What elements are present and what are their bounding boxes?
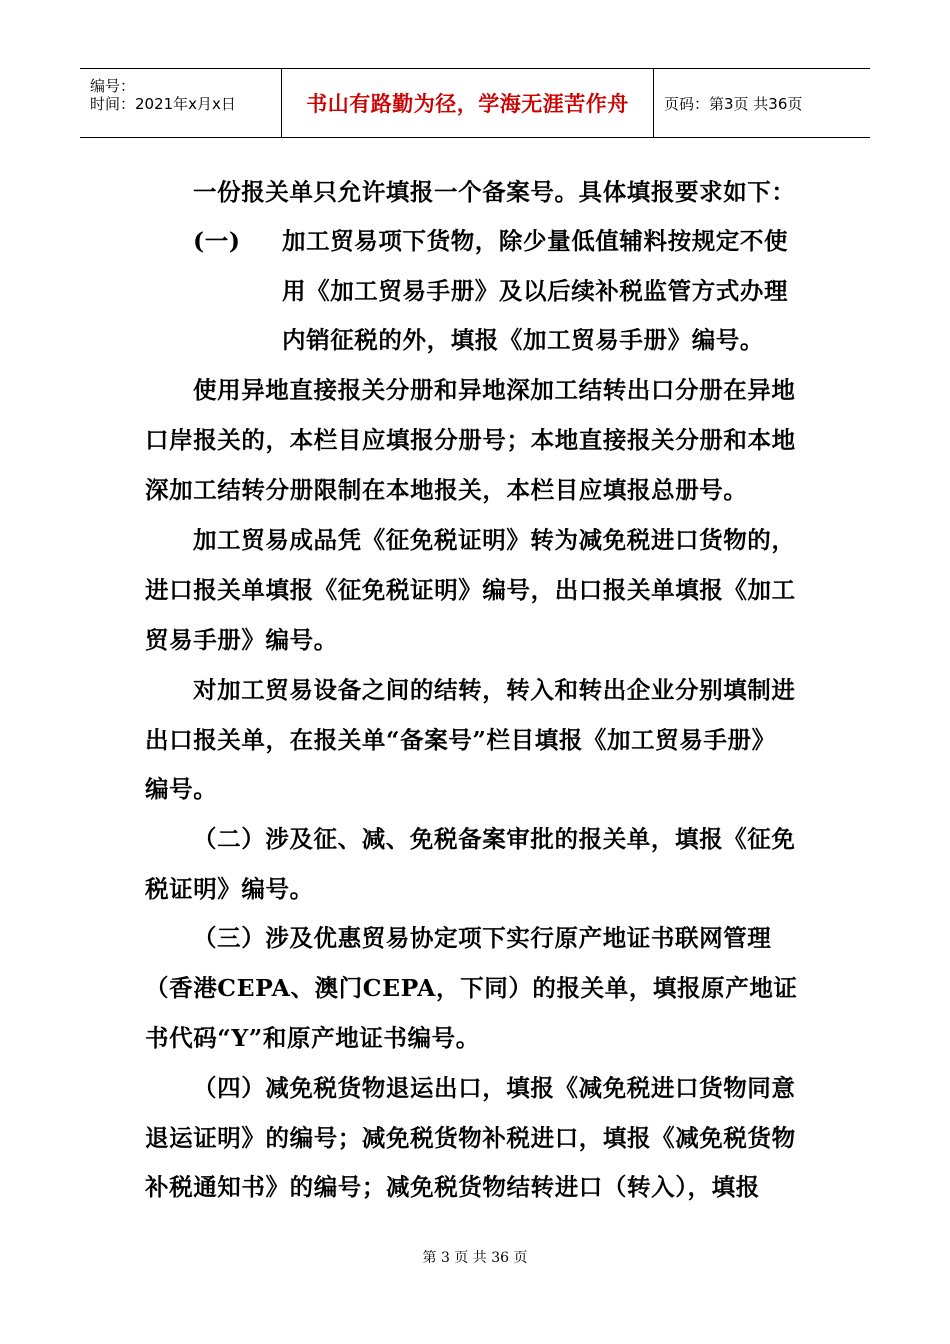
header-motto: 书山有路勤为径，学海无涯苦作舟 xyxy=(306,92,629,116)
body-line: 贸易手册》编号。 xyxy=(145,626,338,654)
page-footer: 第 3 页 共 36 页 xyxy=(422,1250,528,1266)
body-line: 深加工结转分册限制在本地报关，本栏目应填报总册号。 xyxy=(145,476,748,504)
header-motto-cell xyxy=(282,69,654,137)
doc-number-label: 编号： xyxy=(90,77,136,95)
list-marker: (一) xyxy=(193,227,241,255)
body-line: 书代码“Y”和原产地证书编号。 xyxy=(145,1024,480,1052)
body-line: （香港CEPA、澳门CEPA，下同）的报关单，填报原产地证 xyxy=(145,974,798,1002)
doc-date-label: 时间：2021年x月x日 xyxy=(90,95,236,113)
body-line: 编号。 xyxy=(145,775,218,803)
body-line: （四）减免税货物退运出口，填报《减免税进口货物同意 xyxy=(193,1074,796,1102)
body-line: 对加工贸易设备之间的结转，转入和转出企业分别填制进 xyxy=(193,676,796,704)
header-page-info-cell xyxy=(654,69,870,137)
body-line: 退运证明》的编号；减免税货物补税进口，填报《减免税货物 xyxy=(145,1124,796,1152)
body-line: 内销征税的外，填报《加工贸易手册》编号。 xyxy=(282,326,764,354)
body-line: 一份报关单只允许填报一个备案号。具体填报要求如下： xyxy=(193,178,796,206)
header-meta xyxy=(80,69,282,137)
body-line: 税证明》编号。 xyxy=(145,875,314,903)
body-line: 用《加工贸易手册》及以后续补税监管方式办理 xyxy=(282,277,789,305)
header-page-info: 页码：第3页 共36页 xyxy=(664,94,803,113)
body-line: 出口报关单，在报关单“备案号”栏目填报《加工贸易手册》 xyxy=(145,726,776,754)
body-line: 补税通知书》的编号；减免税货物结转进口（转入），填报 xyxy=(145,1173,760,1201)
body-line: 口岸报关的，本栏目应填报分册号；本地直接报关分册和本地 xyxy=(145,426,796,454)
body-line: 进口报关单填报《征免税证明》编号，出口报关单填报《加工 xyxy=(145,576,796,604)
body-line: （三）涉及优惠贸易协定项下实行原产地证书联网管理 xyxy=(193,924,772,952)
body-line: 加工贸易成品凭《征免税证明》转为减免税进口货物的， xyxy=(193,526,796,554)
body-line: 使用异地直接报关分册和异地深加工结转出口分册在异地 xyxy=(193,376,796,404)
page-header xyxy=(80,68,870,138)
body-line: （二）涉及征、减、免税备案审批的报关单，填报《征免 xyxy=(193,825,796,853)
body-line: 加工贸易项下货物，除少量低值辅料按规定不使 xyxy=(282,227,789,255)
